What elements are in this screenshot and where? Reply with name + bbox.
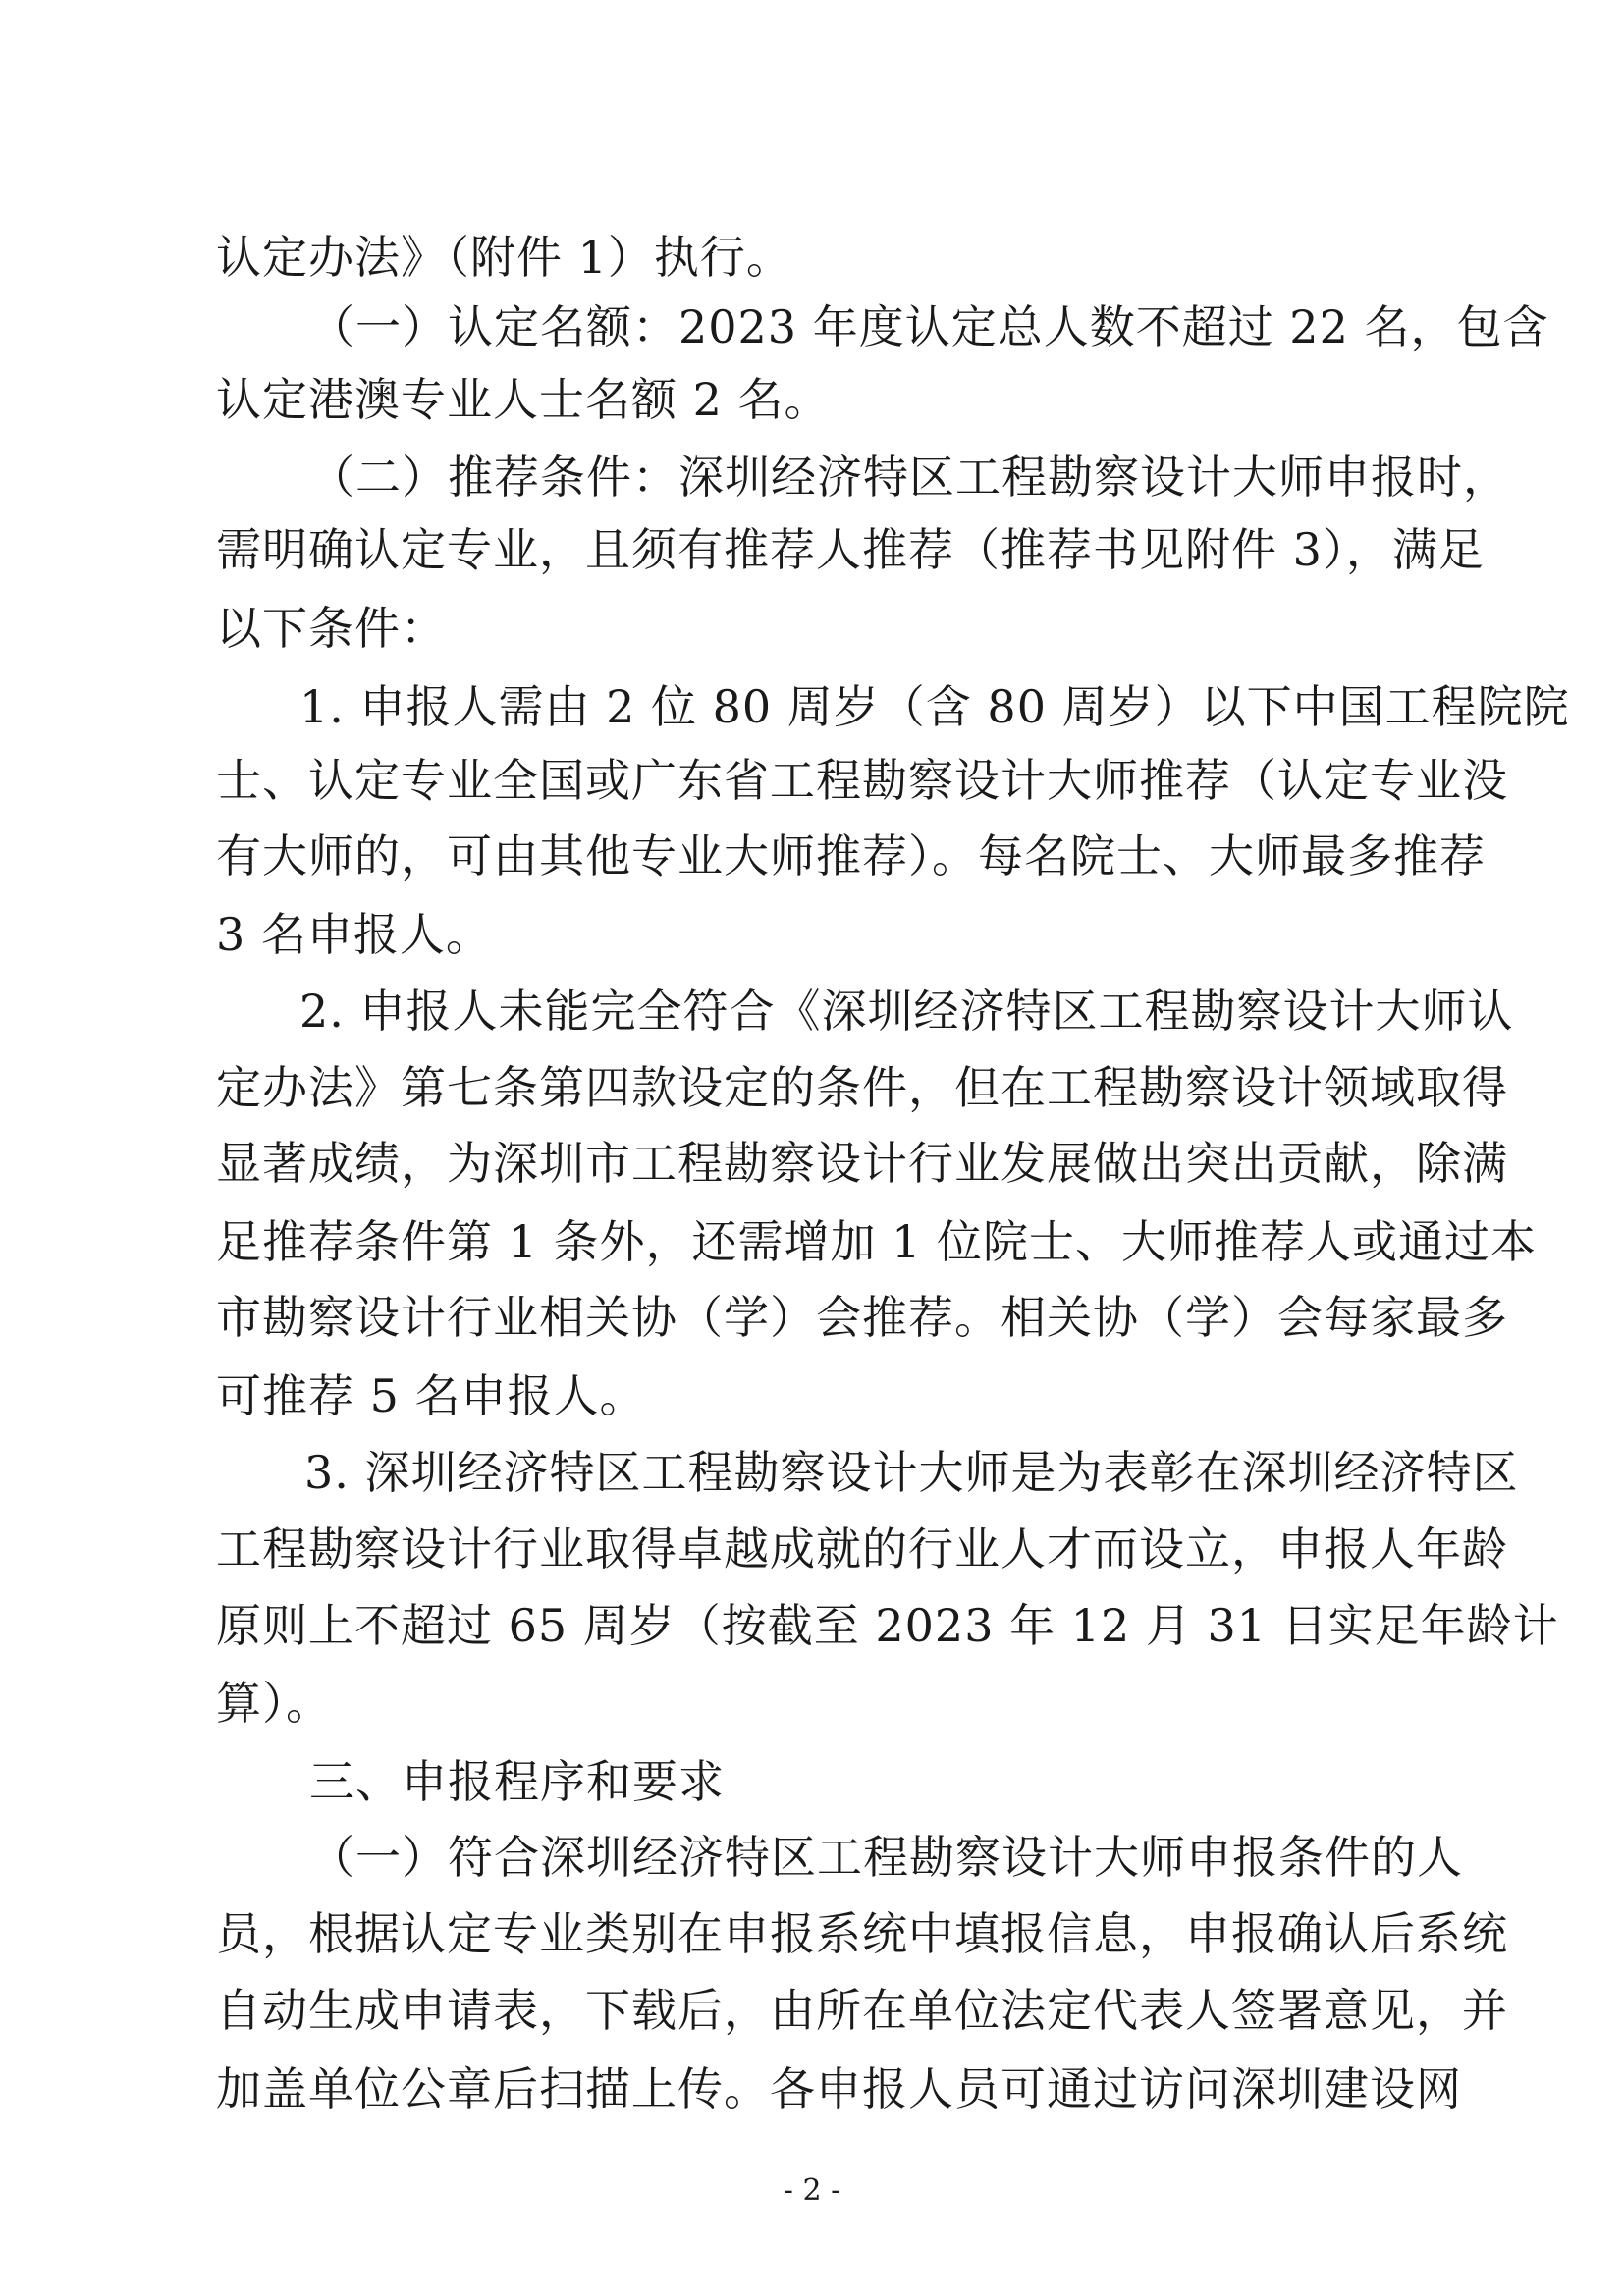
text-line-23: 员，根据认定专业类别在申报系统中填报信息，申报确认后系统 [216,1907,1508,1960]
text-line-16: 可推荐 5 名申报人。 [216,1369,646,1422]
text-line-14: 足推荐条件第 1 条外，还需增加 1 位院士、大师推荐人或通过本 [216,1215,1538,1268]
text-line-22: （一）符合深圳经济特区工程勘察设计大师申报条件的人 [309,1831,1463,1884]
page-number: - 2 - [783,2173,841,2208]
text-line-2: （一）认定名额：2023 年度认定总人数不超过 22 名，包含 [309,300,1549,353]
text-line-1: 认定办法》（附件 1）执行。 [216,231,792,284]
text-line-15: 市勘察设计行业相关协（学）会推荐。相关协（学）会每家最多 [216,1291,1508,1344]
text-line-11: 2. 申报人未能完全符合《深圳经济特区工程勘察设计大师认 [299,985,1514,1038]
text-line-8: 士、认定专业全国或广东省工程勘察设计大师推荐（认定专业没 [216,754,1508,807]
section-heading: 三、申报程序和要求 [309,1755,725,1808]
text-line-3: 认定港澳专业人士名额 2 名。 [216,373,831,426]
text-line-5: 需明确认定专业，且须有推荐人推荐（推荐书见附件 3），满足 [216,523,1485,576]
text-line-6: 以下条件： [216,602,447,655]
text-line-9: 有大师的，可由其他专业大师推荐）。每名院士、大师最多推荐 [216,829,1486,882]
text-line-12: 定办法》第七条第四款设定的条件，但在工程勘察设计领域取得 [216,1061,1508,1114]
text-line-18: 工程勘察设计行业取得卓越成就的行业人才而设立，申报人年龄 [216,1522,1508,1575]
text-line-19: 原则上不超过 65 周岁（按截至 2023 年 12 月 31 日实足年龄计 [216,1599,1559,1652]
text-line-24: 自动生成申请表，下载后，由所在单位法定代表人签署意见，并 [216,1984,1508,2037]
text-line-20: 算）。 [216,1677,332,1730]
text-line-10: 3 名申报人。 [216,908,492,961]
text-line-7: 1. 申报人需由 2 位 80 周岁（含 80 周岁）以下中国工程院院 [299,680,1570,733]
text-line-25: 加盖单位公章后扫描上传。各申报人员可通过访问深圳建设网 [216,2062,1462,2115]
text-line-13: 显著成绩，为深圳市工程勘察设计行业发展做出突出贡献，除满 [216,1137,1508,1190]
text-line-17: 3. 深圳经济特区工程勘察设计大师是为表彰在深圳经济特区 [304,1446,1519,1499]
text-line-4: （二）推荐条件：深圳经济特区工程勘察设计大师申报时， [309,451,1509,504]
